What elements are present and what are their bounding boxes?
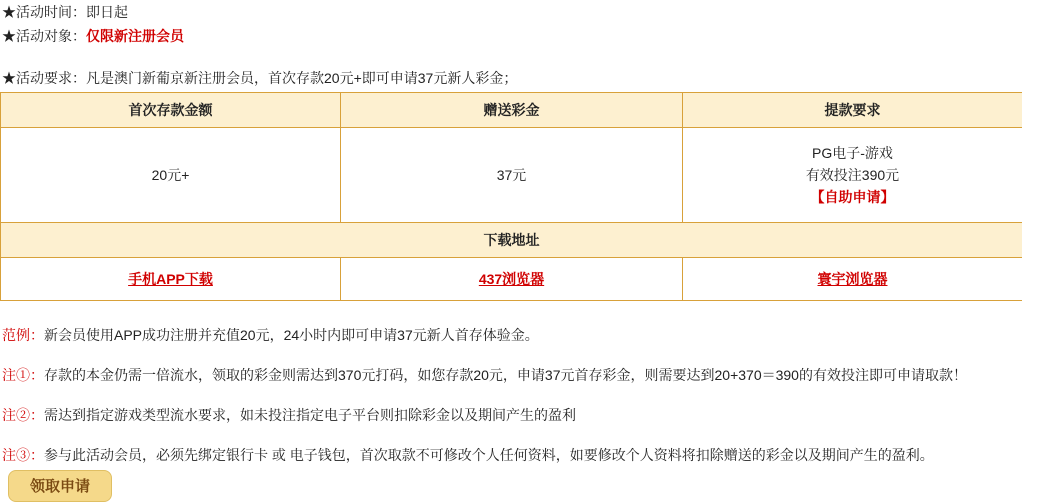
notes-list [0,315,1048,475]
note-2 [0,395,1048,435]
star-icon: ★ [2,70,16,86]
info-spacer [0,48,1048,66]
activity-target-line [0,24,1048,48]
note-1-text: 存款的本金仍需一倍流水，领取的彩金则需达到370元打码，如您存款20元，申请37元首存彩金，则需要达到20+370＝390的有效投注即可申请取款！ [44,367,967,383]
note-3-tag: 注③： [2,447,44,463]
self-apply-label[interactable]: 【自助申请】 [810,189,895,205]
browser-437-link[interactable]: 437浏览器 [478,271,545,287]
star-icon: ★ [2,28,16,44]
activity-target-label: 活动对象： [16,28,86,44]
activity-requirement-label: 活动要求： [16,70,86,86]
activity-time-value: 即日起 [86,4,128,20]
cell-bonus-amount: 37元 [341,128,683,223]
table-row [1,128,1023,223]
note-example-text: 新会员使用APP成功注册并充值20元，24小时内即可申请37元新人首存体验金。 [44,327,539,343]
header-requirement: 提款要求 [683,93,1023,128]
app-download-link[interactable]: 手机APP下载 [128,271,213,287]
browser-huanyu-link[interactable]: 寰宇浏览器 [817,271,888,287]
activity-requirement-line [0,66,1048,90]
note-1-tag: 注①： [2,367,44,383]
promotion-table [0,92,1023,301]
download-section-title: 下载地址 [1,223,1023,258]
cell-withdraw-requirement [683,128,1023,223]
download-links-row [1,258,1023,301]
note-example-tag: 范例： [2,327,44,343]
note-3 [0,435,1048,475]
activity-target-value: 仅限新注册会员 [86,28,184,44]
activity-info-list [0,0,1048,90]
note-1 [0,355,1048,395]
activity-requirement-value: 凡是澳门新葡京新注册会员，首次存款20元+即可申请37元新人彩金； [86,70,518,86]
star-icon: ★ [2,4,16,20]
header-deposit: 首次存款金额 [1,93,341,128]
activity-time-label: 活动时间： [16,4,86,20]
cell-app-download[interactable] [1,258,341,301]
requirement-lines [689,142,1016,208]
download-section-row [1,223,1023,258]
claim-apply-button[interactable]: 领取申请 [8,470,112,502]
right-margin [1022,0,1048,486]
header-bonus: 赠送彩金 [341,93,683,128]
requirement-turnover: 有效投注390元 [805,167,900,183]
note-3-text: 参与此活动会员，必须先绑定银行卡 或 电子钱包，首次取款不可修改个人任何资料，如要修改个人资料将扣除赠送的彩金以及期间产生的盈利。 [44,447,934,463]
note-2-tag: 注②： [2,407,44,423]
note-example [0,315,1048,355]
cell-browser-437[interactable] [341,258,683,301]
note-2-text: 需达到指定游戏类型流水要求，如未投注指定电子平台则扣除彩金以及期间产生的盈利 [44,407,576,423]
cell-deposit-amount: 20元+ [1,128,341,223]
cell-browser-huanyu[interactable] [683,258,1023,301]
table-header-row [1,93,1023,128]
requirement-game: PG电子-游戏 [812,145,893,161]
activity-time-line [0,0,1048,24]
